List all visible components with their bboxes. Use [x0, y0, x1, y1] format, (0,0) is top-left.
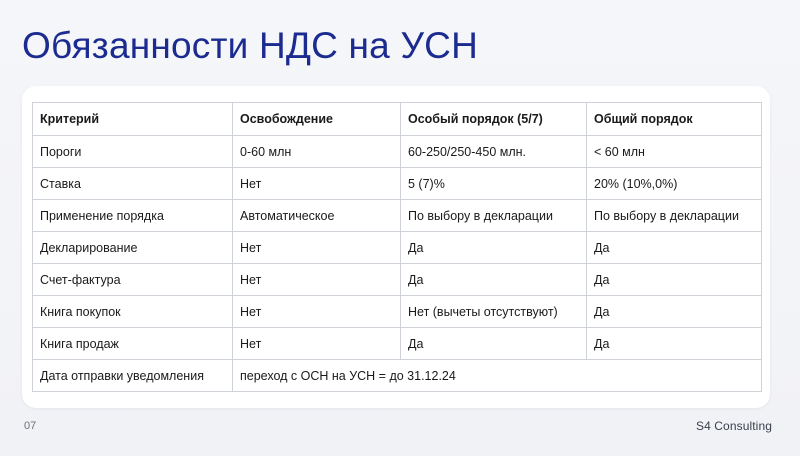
- row-label: Ставка: [33, 168, 233, 200]
- cell-special-regime: 5 (7)%: [401, 168, 587, 200]
- cell-exemption: Автоматическое: [233, 200, 401, 232]
- cell-general-regime: Да: [587, 232, 762, 264]
- cell-exemption: Нет: [233, 328, 401, 360]
- table-row: [33, 264, 762, 296]
- table-card: [22, 86, 770, 408]
- cell-special-regime: Да: [401, 264, 587, 296]
- cell-special-regime: По выбору в декларации: [401, 200, 587, 232]
- row-label: Применение порядка: [33, 200, 233, 232]
- table-header-row: [33, 103, 762, 136]
- row-label: Книга продаж: [33, 328, 233, 360]
- brand-label: S4 Consulting: [695, 419, 772, 433]
- cell-exemption: Нет: [233, 296, 401, 328]
- row-label: Книга покупок: [33, 296, 233, 328]
- cell-general-regime: Да: [587, 264, 762, 296]
- cell-general-regime: По выбору в декларации: [587, 200, 762, 232]
- table-row: [33, 328, 762, 360]
- header-general-regime: Общий порядок: [587, 103, 762, 136]
- cell-special-regime: Нет (вычеты отсутствуют): [401, 296, 587, 328]
- table-row: [33, 168, 762, 200]
- table-row-notification: [33, 360, 762, 392]
- table-row: [33, 296, 762, 328]
- row-label: Пороги: [33, 136, 233, 168]
- cell-exemption: Нет: [233, 168, 401, 200]
- row-label: Счет-фактура: [33, 264, 233, 296]
- comparison-table: [32, 102, 762, 392]
- table-row: [33, 232, 762, 264]
- notification-value: переход с ОСН на УСН = до 31.12.24: [233, 360, 762, 392]
- cell-general-regime: 20% (10%,0%): [587, 168, 762, 200]
- page-title: Обязанности НДС на УСН: [22, 25, 478, 66]
- cell-exemption: Нет: [233, 232, 401, 264]
- page-number: 07: [24, 420, 37, 432]
- cell-special-regime: 60-250/250-450 млн.: [401, 136, 587, 168]
- cell-special-regime: Да: [401, 232, 587, 264]
- cell-special-regime: Да: [401, 328, 587, 360]
- cell-general-regime: Да: [587, 328, 762, 360]
- table-row: [33, 200, 762, 232]
- cell-general-regime: Да: [587, 296, 762, 328]
- header-exemption: Освобождение: [233, 103, 401, 136]
- table-row: [33, 136, 762, 168]
- header-criterion: Критерий: [33, 103, 233, 136]
- row-label: Дата отправки уведомления: [33, 360, 233, 392]
- cell-exemption: 0-60 млн: [233, 136, 401, 168]
- header-special-regime: Особый порядок (5/7): [401, 103, 587, 136]
- cell-general-regime: < 60 млн: [587, 136, 762, 168]
- row-label: Декларирование: [33, 232, 233, 264]
- cell-exemption: Нет: [233, 264, 401, 296]
